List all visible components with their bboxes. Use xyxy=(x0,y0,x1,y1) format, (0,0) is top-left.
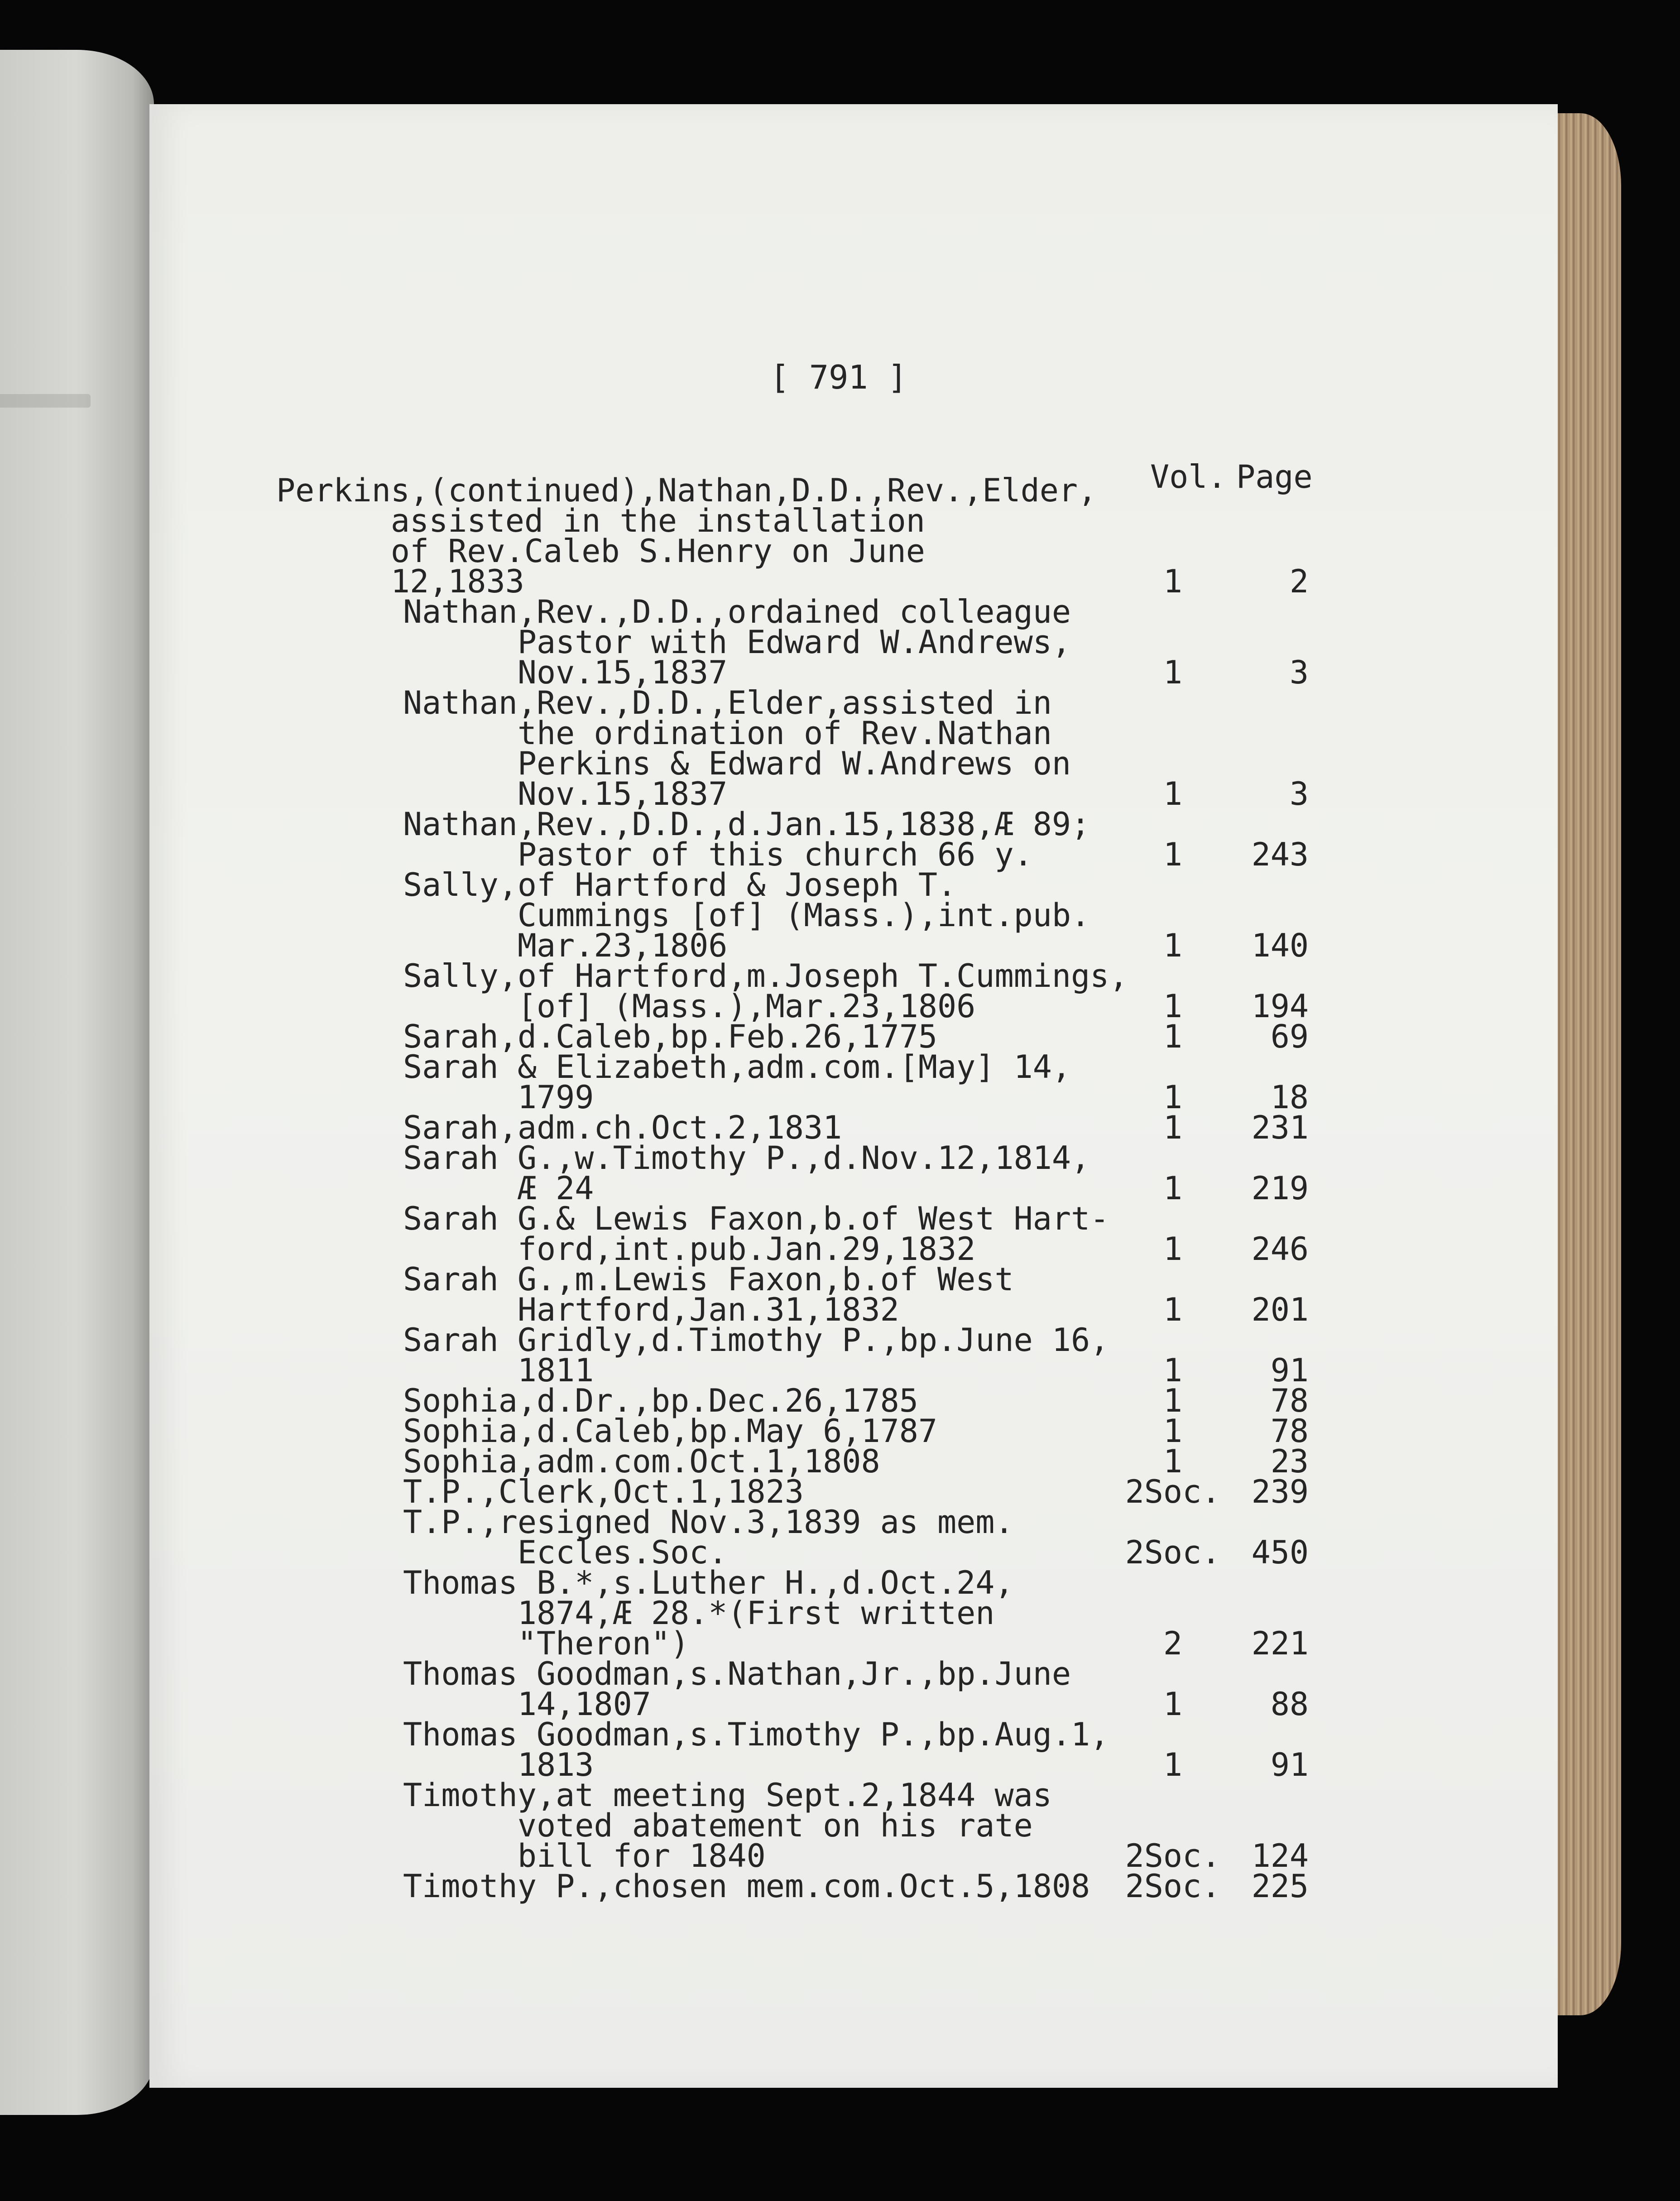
entry-page: 239 xyxy=(1251,1473,1309,1510)
entry-line: Pastor of this church 66 y. xyxy=(403,836,1033,873)
entry-volume: 1 xyxy=(1163,1746,1183,1783)
entry-line: Thomas B.*,s.Luther H.,d.Oct.24, xyxy=(403,1564,1014,1601)
entry-line: voted abatement on his rate xyxy=(403,1807,1033,1844)
entry-line: 12,1833 xyxy=(276,563,524,600)
entry-page: 194 xyxy=(1251,988,1309,1025)
entry-line: Timothy P.,chosen mem.com.Oct.5,1808 xyxy=(403,1868,1090,1905)
left-page-edge xyxy=(0,50,154,2115)
entry-volume: 1 xyxy=(1163,1230,1183,1268)
entry-page: 69 xyxy=(1270,1018,1309,1055)
entry-line: 1813 xyxy=(403,1746,594,1783)
entry-page: 3 xyxy=(1289,775,1309,812)
entry-page: 91 xyxy=(1270,1746,1309,1783)
entry-page: 246 xyxy=(1251,1230,1309,1268)
entry-volume: 1 xyxy=(1163,1413,1183,1450)
entry-volume: 1 xyxy=(1163,988,1183,1025)
entry-line: assisted in the installation xyxy=(276,502,925,539)
entry-line: Nathan,Rev.,D.D.,Elder,assisted in xyxy=(403,684,1052,721)
entry-line: Sarah G.& Lewis Faxon,b.of West Hart- xyxy=(403,1200,1109,1237)
entry-line: Sophia,d.Dr.,bp.Dec.26,1785 xyxy=(403,1382,918,1419)
entry-line: T.P.,resigned Nov.3,1839 as mem. xyxy=(403,1504,1014,1541)
entry-line: Mar.23,1806 xyxy=(403,927,728,964)
entry-page: 201 xyxy=(1251,1291,1309,1328)
entry-volume: 1 xyxy=(1163,1291,1183,1328)
entry-volume: 2Soc. xyxy=(1125,1837,1221,1874)
entry-line: of Rev.Caleb S.Henry on June xyxy=(276,533,925,570)
entry-volume: 1 xyxy=(1163,1686,1183,1723)
entry-line: 1874,Æ 28.*(First written xyxy=(403,1595,995,1632)
entry-page: 225 xyxy=(1251,1868,1309,1905)
column-header-page: Page xyxy=(1236,458,1313,495)
entry-line: "Theron") xyxy=(403,1625,690,1662)
column-header-vol: Vol. xyxy=(1150,458,1227,495)
entry-line: Hartford,Jan.31,1832 xyxy=(403,1291,899,1328)
entry-volume: 1 xyxy=(1163,1170,1183,1207)
entry-volume: 1 xyxy=(1163,1443,1183,1480)
entry-line: 1799 xyxy=(403,1079,594,1116)
entry-line: Sarah G.,w.Timothy P.,d.Nov.12,1814, xyxy=(403,1139,1090,1177)
entry-line: the ordination of Rev.Nathan xyxy=(403,715,1052,752)
entry-page: 78 xyxy=(1270,1413,1309,1450)
entry-line: Nathan,Rev.,D.D.,d.Jan.15,1838,Æ 89; xyxy=(403,806,1090,843)
entry-page: 140 xyxy=(1251,927,1309,964)
entry-page: 221 xyxy=(1251,1625,1309,1662)
entry-page: 18 xyxy=(1270,1079,1309,1116)
entry-line: Perkins & Edward W.Andrews on xyxy=(403,745,1071,782)
entry-line: Thomas Goodman,s.Nathan,Jr.,bp.June xyxy=(403,1655,1071,1692)
entry-line: Sarah,adm.ch.Oct.2,1831 xyxy=(403,1109,842,1146)
entry-line: Sarah G.,m.Lewis Faxon,b.of West xyxy=(403,1261,1014,1298)
entry-line: 1811 xyxy=(403,1352,594,1389)
entry-line: ford,int.pub.Jan.29,1832 xyxy=(403,1230,976,1268)
entry-line: Eccles.Soc. xyxy=(403,1534,728,1571)
entry-volume: 2Soc. xyxy=(1125,1473,1221,1510)
entry-line: Sarah Gridly,d.Timothy P.,bp.June 16, xyxy=(403,1322,1109,1359)
entry-line: Sally,of Hartford & Joseph T. xyxy=(403,866,957,903)
entry-line: Cummings [of] (Mass.),int.pub. xyxy=(403,897,1090,934)
entry-volume: 1 xyxy=(1163,1109,1183,1146)
entry-line: Nov.15,1837 xyxy=(403,654,728,691)
entry-page: 231 xyxy=(1251,1109,1309,1146)
left-page-faded-header xyxy=(0,394,91,408)
entry-volume: 1 xyxy=(1163,654,1183,691)
entry-line: Æ 24 xyxy=(403,1170,594,1207)
entry-page: 450 xyxy=(1251,1534,1309,1571)
entry-line: Sarah & Elizabeth,adm.com.[May] 14, xyxy=(403,1048,1071,1086)
entry-page: 78 xyxy=(1270,1382,1309,1419)
entry-volume: 2Soc. xyxy=(1125,1534,1221,1571)
document-page xyxy=(149,104,1558,2088)
entry-line: Timothy,at meeting Sept.2,1844 was xyxy=(403,1777,1052,1814)
entry-line: T.P.,Clerk,Oct.1,1823 xyxy=(403,1473,804,1510)
entry-volume: 1 xyxy=(1163,836,1183,873)
entry-page: 2 xyxy=(1289,563,1309,600)
entry-volume: 1 xyxy=(1163,1018,1183,1055)
entry-line: Sarah,d.Caleb,bp.Feb.26,1775 xyxy=(403,1018,938,1055)
entry-page: 3 xyxy=(1289,654,1309,691)
entry-volume: 1 xyxy=(1163,1382,1183,1419)
entry-line: [of] (Mass.),Mar.23,1806 xyxy=(403,988,976,1025)
entry-volume: 1 xyxy=(1163,775,1183,812)
entry-page: 219 xyxy=(1251,1170,1309,1207)
entry-volume: 1 xyxy=(1163,1079,1183,1116)
entry-line: Pastor with Edward W.Andrews, xyxy=(403,624,1071,661)
entry-volume: 1 xyxy=(1163,1352,1183,1389)
entry-volume: 2Soc. xyxy=(1125,1868,1221,1905)
entry-line: Sally,of Hartford,m.Joseph T.Cummings, xyxy=(403,957,1128,995)
entry-line: bill for 1840 xyxy=(403,1837,766,1874)
entry-line: Nathan,Rev.,D.D.,ordained colleague xyxy=(403,593,1071,630)
entry-line: 14,1807 xyxy=(403,1686,651,1723)
entry-line: Sophia,d.Caleb,bp.May 6,1787 xyxy=(403,1413,938,1450)
entry-page: 23 xyxy=(1270,1443,1309,1480)
entry-volume: 2 xyxy=(1163,1625,1183,1662)
entry-page: 88 xyxy=(1270,1686,1309,1723)
entry-line: Perkins,(continued),Nathan,D.D.,Rev.,Elder, xyxy=(276,472,1097,509)
entry-volume: 1 xyxy=(1163,927,1183,964)
entry-line: Nov.15,1837 xyxy=(403,775,728,812)
page-number: [ 791 ] xyxy=(770,358,907,396)
entry-line: Sophia,adm.com.Oct.1,1808 xyxy=(403,1443,880,1480)
entry-page: 91 xyxy=(1270,1352,1309,1389)
entry-volume: 1 xyxy=(1163,563,1183,600)
entry-line: Thomas Goodman,s.Timothy P.,bp.Aug.1, xyxy=(403,1716,1109,1753)
entry-page: 124 xyxy=(1251,1837,1309,1874)
entry-page: 243 xyxy=(1251,836,1309,873)
